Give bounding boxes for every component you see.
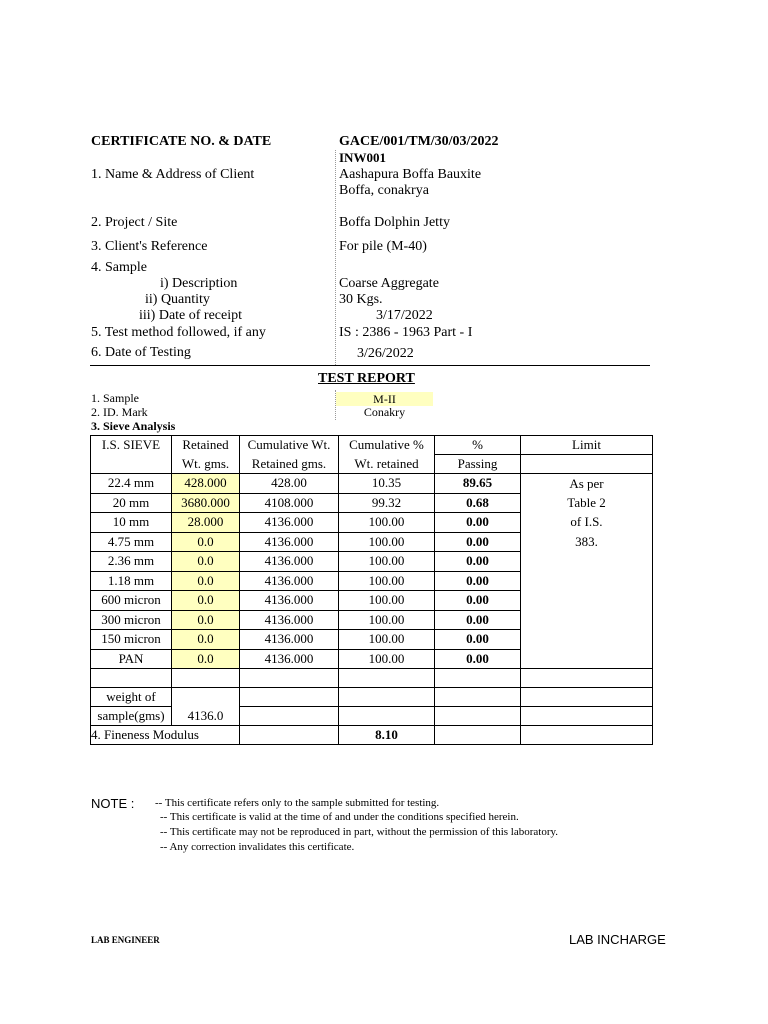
note-line: -- Any correction invalidates this certificate. — [160, 841, 355, 853]
header-retained: Retained — [172, 436, 240, 455]
description-value: Coarse Aggregate — [339, 276, 439, 291]
sieve-size-cell: 20 mm — [91, 493, 172, 513]
cumulative-percent-cell: 100.00 — [339, 630, 435, 650]
cumulative-weight-cell: 4136.000 — [240, 630, 339, 650]
subheader-passing: Passing — [435, 455, 521, 474]
retained-cell: 0.0 — [172, 630, 240, 650]
blank-cell — [240, 726, 339, 745]
passing-cell: 0.00 — [435, 591, 521, 611]
blank-cell — [521, 669, 653, 688]
lab-incharge-label: LAB INCHARGE — [569, 932, 666, 947]
certificate-label: CERTIFICATE NO. & DATE — [91, 134, 272, 149]
sieve-size-cell: 1.18 mm — [91, 571, 172, 591]
retained-cell: 0.0 — [172, 591, 240, 611]
passing-cell: 0.00 — [435, 513, 521, 533]
note-line: -- This certificate is valid at the time of and under the conditions specified herein. — [160, 811, 519, 823]
sieve-analysis-label: 3. Sieve Analysis — [91, 419, 176, 433]
method-value: IS : 2386 - 1963 Part - I — [339, 325, 473, 340]
cumulative-weight-cell: 4136.000 — [240, 610, 339, 630]
receipt-label: iii) Date of receipt — [139, 308, 243, 323]
retained-cell: 0.0 — [172, 610, 240, 630]
blank-cell — [172, 669, 240, 688]
receipt-value: 3/17/2022 — [376, 308, 433, 323]
cumulative-percent-cell: 100.00 — [339, 610, 435, 630]
table-subheader-row — [91, 455, 653, 474]
column-divider — [335, 150, 336, 365]
blank-cell — [339, 688, 435, 707]
blank-cell — [240, 688, 339, 707]
subheader-cum-pct: Wt. retained — [339, 455, 435, 474]
weight-label-2: sample(gms) — [91, 707, 172, 726]
report-sample-label: 1. Sample — [91, 391, 139, 405]
project-label: 2. Project / Site — [91, 215, 178, 230]
blank-cell — [435, 688, 521, 707]
header-limit: Limit — [521, 436, 653, 455]
table-row — [91, 591, 653, 611]
sieve-analysis-table — [90, 435, 653, 745]
limit-cell — [521, 591, 653, 611]
certificate-number: GACE/001/TM/30/03/2022 — [339, 134, 499, 149]
table-row — [91, 474, 653, 494]
retained-cell: 0.0 — [172, 571, 240, 591]
cumulative-percent-cell: 10.35 — [339, 474, 435, 494]
table-row — [91, 513, 653, 533]
table-row — [91, 571, 653, 591]
subheader-sieve — [91, 455, 172, 474]
blank-cell — [339, 669, 435, 688]
weight-row-2 — [91, 707, 653, 726]
fineness-value: 8.10 — [339, 726, 435, 745]
cumulative-weight-cell: 4136.000 — [240, 513, 339, 533]
blank-cell — [435, 726, 521, 745]
table-row — [91, 493, 653, 513]
cumulative-weight-cell: 4108.000 — [240, 493, 339, 513]
cumulative-weight-cell: 4136.000 — [240, 571, 339, 591]
sieve-size-cell: 22.4 mm — [91, 474, 172, 494]
limit-cell: 383. — [521, 532, 653, 552]
id-mark-label: 2. ID. Mark — [91, 405, 148, 419]
passing-cell: 0.00 — [435, 649, 521, 669]
blank-cell — [339, 707, 435, 726]
blank-cell — [435, 669, 521, 688]
sieve-size-cell: PAN — [91, 649, 172, 669]
limit-cell — [521, 630, 653, 650]
client-label: 1. Name & Address of Client — [91, 167, 255, 182]
note-label: NOTE : — [91, 796, 135, 811]
passing-cell: 0.00 — [435, 552, 521, 572]
weight-value: 4136.0 — [172, 707, 240, 726]
sieve-size-cell: 150 micron — [91, 630, 172, 650]
sample-label: 4. Sample — [91, 260, 147, 275]
testing-value: 3/26/2022 — [357, 346, 414, 361]
fineness-label: 4. Fineness Modulus — [91, 726, 240, 745]
cumulative-percent-cell: 100.00 — [339, 513, 435, 533]
fineness-row — [91, 726, 653, 745]
blank-row — [91, 669, 653, 688]
quantity-value: 30 Kgs. — [339, 292, 383, 307]
passing-cell: 0.00 — [435, 532, 521, 552]
id-mark-value: Conakry — [363, 405, 406, 419]
header-cum-wt: Cumulative Wt. — [240, 436, 339, 455]
inward-number: INW001 — [339, 150, 386, 165]
reference-label: 3. Client's Reference — [91, 239, 208, 254]
method-label: 5. Test method followed, if any — [91, 325, 266, 340]
blank-cell — [91, 669, 172, 688]
retained-cell: 0.0 — [172, 552, 240, 572]
header-pct: % — [435, 436, 521, 455]
sieve-size-cell: 300 micron — [91, 610, 172, 630]
passing-cell: 0.00 — [435, 610, 521, 630]
cumulative-percent-cell: 100.00 — [339, 552, 435, 572]
blank-cell — [240, 707, 339, 726]
blank-cell — [435, 707, 521, 726]
reference-value: For pile (M-40) — [339, 239, 427, 254]
description-label: i) Description — [160, 276, 238, 291]
blank-cell — [521, 726, 653, 745]
lab-engineer-label: LAB ENGINEER — [91, 935, 160, 945]
cumulative-weight-cell: 4136.000 — [240, 649, 339, 669]
retained-cell: 428.000 — [172, 474, 240, 494]
passing-cell: 0.00 — [435, 571, 521, 591]
limit-cell — [521, 571, 653, 591]
cumulative-percent-cell: 100.00 — [339, 571, 435, 591]
table-header-row — [91, 436, 653, 455]
header-rule — [90, 365, 650, 366]
cumulative-percent-cell: 100.00 — [339, 532, 435, 552]
test-report-title: TEST REPORT — [318, 371, 415, 386]
passing-cell: 0.68 — [435, 493, 521, 513]
subheader-limit — [521, 455, 653, 474]
subheader-cum-wt: Retained gms. — [240, 455, 339, 474]
retained-cell: 0.0 — [172, 532, 240, 552]
sieve-size-cell: 10 mm — [91, 513, 172, 533]
client-address: Boffa, conakrya — [339, 183, 429, 198]
retained-cell: 3680.000 — [172, 493, 240, 513]
cumulative-weight-cell: 4136.000 — [240, 591, 339, 611]
limit-cell: As per — [521, 474, 653, 494]
limit-cell: Table 2 — [521, 493, 653, 513]
report-sample-value: M-II — [336, 392, 433, 406]
cumulative-percent-cell: 100.00 — [339, 591, 435, 611]
sieve-size-cell: 4.75 mm — [91, 532, 172, 552]
header-sieve: I.S. SIEVE — [91, 436, 172, 455]
project-value: Boffa Dolphin Jetty — [339, 215, 450, 230]
retained-cell: 28.000 — [172, 513, 240, 533]
table-row — [91, 610, 653, 630]
blank-cell — [521, 707, 653, 726]
blank-cell — [240, 669, 339, 688]
header-cum-pct: Cumulative % — [339, 436, 435, 455]
subheader-retained: Wt. gms. — [172, 455, 240, 474]
limit-cell: of I.S. — [521, 513, 653, 533]
testing-label: 6. Date of Testing — [91, 345, 191, 360]
cumulative-weight-cell: 4136.000 — [240, 552, 339, 572]
weight-row-1 — [91, 688, 653, 707]
retained-cell: 0.0 — [172, 649, 240, 669]
passing-cell: 89.65 — [435, 474, 521, 494]
cumulative-percent-cell: 100.00 — [339, 649, 435, 669]
table-row — [91, 532, 653, 552]
cumulative-percent-cell: 99.32 — [339, 493, 435, 513]
table-row — [91, 649, 653, 669]
sieve-size-cell: 600 micron — [91, 591, 172, 611]
cumulative-weight-cell: 428.00 — [240, 474, 339, 494]
weight-label-1: weight of — [91, 688, 172, 707]
table-row — [91, 552, 653, 572]
quantity-label: ii) Quantity — [145, 292, 210, 307]
report-divider — [335, 390, 336, 420]
note-line: -- This certificate may not be reproduced in part, without the permission of this laboratory. — [160, 826, 559, 838]
blank-cell — [521, 688, 653, 707]
note-line: -- This certificate refers only to the sample submitted for testing. — [155, 797, 440, 809]
limit-cell — [521, 649, 653, 669]
limit-cell — [521, 552, 653, 572]
limit-cell — [521, 610, 653, 630]
passing-cell: 0.00 — [435, 630, 521, 650]
blank-cell — [172, 688, 240, 707]
sieve-size-cell: 2.36 mm — [91, 552, 172, 572]
table-row — [91, 630, 653, 650]
client-name: Aashapura Boffa Bauxite — [339, 167, 482, 182]
cumulative-weight-cell: 4136.000 — [240, 532, 339, 552]
